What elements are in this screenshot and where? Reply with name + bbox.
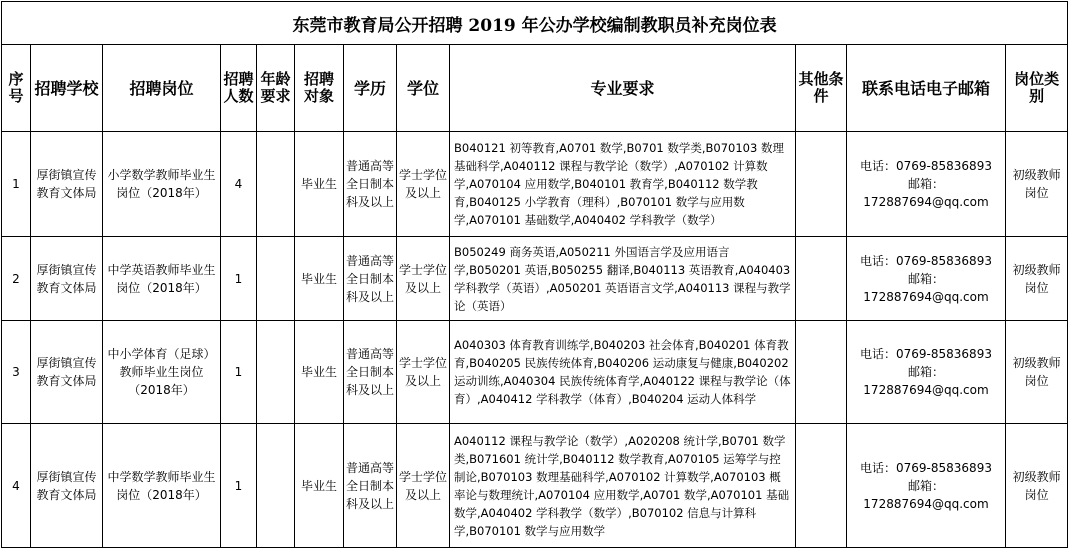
header-other: 其他条件 — [796, 45, 847, 132]
cell-other — [796, 424, 847, 548]
contact-email-label: 邮箱： — [907, 478, 944, 493]
cell-education: 普通高等全日制本科及以上 — [344, 321, 397, 424]
cell-other — [796, 237, 847, 321]
cell-education: 普通高等全日制本科及以上 — [344, 237, 397, 321]
header-age: 年龄要求 — [257, 45, 295, 132]
cell-age — [257, 237, 295, 321]
cell-position: 中学数学教师毕业生岗位（2018年） — [103, 424, 221, 548]
cell-age — [257, 424, 295, 548]
cell-target: 毕业生 — [295, 321, 344, 424]
cell-category: 初级教师岗位 — [1006, 132, 1068, 237]
cell-major: A040112 课程与教学论（数学）,A020208 统计学,B0701 数学类,B071601 统计学,B040112 数学教育,A070105 运筹学与控制论,B070103 数理基础科学,A070102 计算数学,A070103 概率论与数理统计,A070104 应用数学,A0701 数学,A070101 基础数学,A040402 学科教学（数学）,B070102 信息与计算科学,B070101 数学与应用数学 — [450, 424, 796, 548]
cell-category: 初级教师岗位 — [1006, 424, 1068, 548]
cell-position: 中学英语教师毕业生岗位（2018年） — [103, 237, 221, 321]
header-row — [2, 45, 1068, 132]
cell-major: B050249 商务英语,A050211 外国语言学及应用语言学,B050201 英语,B050255 翻译,B040113 英语教育,A040403 学科教学（英语）,A050201 英语语言文学,A040113 课程与教学论（英语） — [450, 237, 796, 321]
contact-email: 172887694@qq.com — [863, 195, 989, 209]
cell-contact — [847, 321, 1006, 424]
contact-email: 172887694@qq.com — [863, 496, 989, 511]
contact-email-label: 邮箱： — [907, 177, 944, 191]
cell-position: 小学数学教师毕业生岗位（2018年） — [103, 132, 221, 237]
cell-count: 1 — [221, 424, 257, 548]
cell-school: 厚街镇宣传教育文体局 — [31, 237, 103, 321]
cell-category: 初级教师岗位 — [1006, 237, 1068, 321]
cell-education: 普通高等全日制本科及以上 — [344, 132, 397, 237]
header-contact: 联系电话电子邮箱 — [847, 45, 1006, 132]
cell-contact — [847, 132, 1006, 237]
cell-count: 1 — [221, 321, 257, 424]
table-row — [2, 424, 1068, 548]
header-seq: 序号 — [2, 45, 31, 132]
cell-age — [257, 321, 295, 424]
contact-phone: 电话：0769-85836893 — [860, 253, 992, 268]
cell-seq: 4 — [2, 424, 31, 548]
cell-target: 毕业生 — [295, 237, 344, 321]
header-education: 学历 — [344, 45, 397, 132]
cell-contact — [847, 424, 1006, 548]
contact-email: 172887694@qq.com — [863, 289, 989, 304]
cell-contact — [847, 237, 1006, 321]
cell-degree: 学士学位及以上 — [397, 132, 450, 237]
cell-seq: 2 — [2, 237, 31, 321]
cell-other — [796, 321, 847, 424]
cell-count: 1 — [221, 237, 257, 321]
header-position: 招聘岗位 — [103, 45, 221, 132]
header-category: 岗位类别 — [1006, 45, 1068, 132]
cell-school: 厚街镇宣传教育文体局 — [31, 321, 103, 424]
cell-seq: 1 — [2, 132, 31, 237]
contact-phone: 电话：0769-85836893 — [860, 159, 992, 173]
cell-degree: 学士学位及以上 — [397, 424, 450, 548]
header-count: 招聘人数 — [221, 45, 257, 132]
cell-target: 毕业生 — [295, 424, 344, 548]
cell-degree: 学士学位及以上 — [397, 321, 450, 424]
cell-target: 毕业生 — [295, 132, 344, 237]
contact-email-label: 邮箱： — [907, 365, 944, 379]
header-major: 专业要求 — [450, 45, 796, 132]
table-row — [2, 132, 1068, 237]
cell-other — [796, 132, 847, 237]
table-row — [2, 321, 1068, 424]
table-row — [2, 237, 1068, 321]
contact-phone: 电话：0769-85836893 — [860, 460, 992, 475]
contact-email: 172887694@qq.com — [863, 383, 989, 397]
cell-seq: 3 — [2, 321, 31, 424]
cell-school: 厚街镇宣传教育文体局 — [31, 132, 103, 237]
cell-major: B040121 初等教育,A0701 数学,B0701 数学类,B070103 数理基础科学,A040112 课程与教学论（数学）,A070102 计算数学,A070104 应用数学,B040101 教育学,B040112 数学教育,B040125 小学教育（理科）,B070101 数学与应用数学,A070101 基础数学,A040402 学科教学（数学） — [450, 132, 796, 237]
cell-count: 4 — [221, 132, 257, 237]
cell-degree: 学士学位及以上 — [397, 237, 450, 321]
cell-school: 厚街镇宣传教育文体局 — [31, 424, 103, 548]
cell-category: 初级教师岗位 — [1006, 321, 1068, 424]
contact-phone: 电话：0769-85836893 — [860, 347, 992, 361]
table-title: 东莞市教育局公开招聘 2019 年公办学校编制教职员补充岗位表 — [2, 2, 1068, 45]
cell-position: 中小学体育（足球）教师毕业生岗位（2018年） — [103, 321, 221, 424]
cell-age — [257, 132, 295, 237]
header-school: 招聘学校 — [31, 45, 103, 132]
recruitment-table — [1, 1, 1068, 548]
cell-major: A040303 体育教育训练学,B040203 社会体育,B040201 体育教育,B040205 民族传统体育,B040206 运动康复与健康,B040202 运动训练,A040304 民族传统体育学,A040122 课程与教学论（体育）,A040412 学科教学（体育）,B040204 运动人体科学 — [450, 321, 796, 424]
header-target: 招聘对象 — [295, 45, 344, 132]
contact-email-label: 邮箱： — [907, 271, 944, 286]
cell-education: 普通高等全日制本科及以上 — [344, 424, 397, 548]
header-degree: 学位 — [397, 45, 450, 132]
